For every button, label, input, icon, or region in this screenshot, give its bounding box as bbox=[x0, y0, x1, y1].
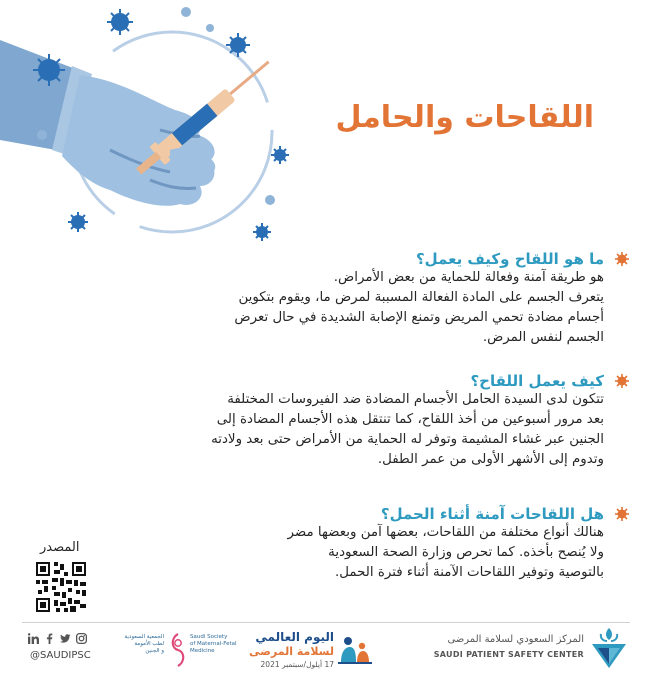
wpsd-line1: اليوم العالمي bbox=[255, 630, 334, 644]
body-line: ولا يُنصح بأخذه. كما تحرص وزارة الصحة السعودية bbox=[328, 545, 604, 560]
body-line: الجسم لنفس المرض. bbox=[482, 330, 604, 345]
body-line: وتدوم إلى الأشهر الأولى من عمر الطفل. bbox=[377, 452, 604, 467]
facebook-icon[interactable] bbox=[44, 633, 55, 644]
spsc-mark-icon bbox=[588, 626, 630, 670]
body-line: تتكون لدى السيدة الحامل الأجسام المضادة ضد الفيروسات المختلفة bbox=[227, 392, 604, 407]
footer-divider bbox=[22, 622, 630, 623]
glove-syringe-illustration bbox=[0, 0, 330, 250]
ssmfm-mark-icon bbox=[168, 632, 188, 668]
page-title: اللقاحات والحامل bbox=[335, 100, 594, 135]
spsc-name-ar: المركز السعودي لسلامة المرضى bbox=[447, 634, 584, 645]
section-heading: كيف يعمل اللقاح؟ bbox=[470, 372, 604, 390]
section-safety-during-pregnancy bbox=[90, 505, 630, 583]
body-line: هنالك أنواع مختلفة من اللقاحات، بعضها آمن وبعضها مضر bbox=[287, 525, 604, 540]
section-body bbox=[90, 268, 604, 348]
section-heading: ما هو اللقاح وكيف يعمل؟ bbox=[415, 250, 604, 268]
virus-bullet-icon bbox=[614, 373, 630, 389]
social-icons bbox=[28, 633, 87, 644]
section-what-is-vaccine bbox=[90, 250, 630, 348]
linkedin-icon[interactable] bbox=[28, 633, 39, 644]
body-line: الجنين عبر غشاء المشيمة وتوفر له الحماية من الأمراض حتى بعد ولادته bbox=[211, 432, 604, 447]
virus-bullet-icon bbox=[614, 251, 630, 267]
ssmfm-logo bbox=[118, 630, 248, 670]
section-body bbox=[90, 390, 604, 470]
spsc-name-en: SAUDI PATIENT SAFETY CENTER bbox=[433, 650, 584, 659]
instagram-icon[interactable] bbox=[76, 633, 87, 644]
twitter-icon[interactable] bbox=[60, 633, 71, 644]
virus-bullet-icon bbox=[614, 506, 630, 522]
wpsd-line2: لسلامة المرضى bbox=[249, 645, 334, 658]
ssmfm-name-en: Saudi Society of Maternal-Fetal Medicine bbox=[190, 634, 237, 654]
glove-hand bbox=[62, 75, 215, 206]
body-line: يتعرف الجسم على المادة الفعالة المسببة لمرض ما، ويقوم بتكوين bbox=[238, 290, 604, 305]
body-line: بعد مرور أسبوعين من أخذ اللقاح، كما تنتقل هذه الأجسام المضادة إلى bbox=[216, 412, 604, 427]
mother-child-icon bbox=[336, 634, 374, 666]
source-label: المصدر bbox=[40, 540, 80, 555]
section-header bbox=[90, 250, 630, 268]
section-how-vaccine-works bbox=[90, 372, 630, 470]
section-header bbox=[90, 372, 630, 390]
social-handle[interactable]: @SAUDIPSC bbox=[30, 650, 91, 661]
world-patient-safety-day-logo bbox=[249, 628, 398, 672]
body-line: هو طريقة آمنة وفعالة للحماية من بعض الأمراض. bbox=[333, 270, 604, 285]
qr-code-icon[interactable] bbox=[36, 562, 86, 612]
body-line: بالتوصية وتوفير اللقاحات الآمنة أثناء فترة الحمل. bbox=[334, 565, 604, 580]
section-heading: هل اللقاحات آمنة أثناء الحمل؟ bbox=[380, 505, 604, 523]
ssmfm-name-ar: الجمعية السعودية لطب الأمومة و الجنين bbox=[124, 634, 164, 654]
saudi-patient-safety-center-logo bbox=[432, 626, 632, 672]
body-line: أجسام مضادة تحمي المريض وتمنع الإصابة الشديدة في حال تعرض bbox=[234, 310, 604, 325]
wpsd-date: 17 أيلول/سبتمبر 2021 bbox=[260, 660, 334, 669]
section-header bbox=[90, 505, 630, 523]
section-body bbox=[90, 523, 604, 583]
